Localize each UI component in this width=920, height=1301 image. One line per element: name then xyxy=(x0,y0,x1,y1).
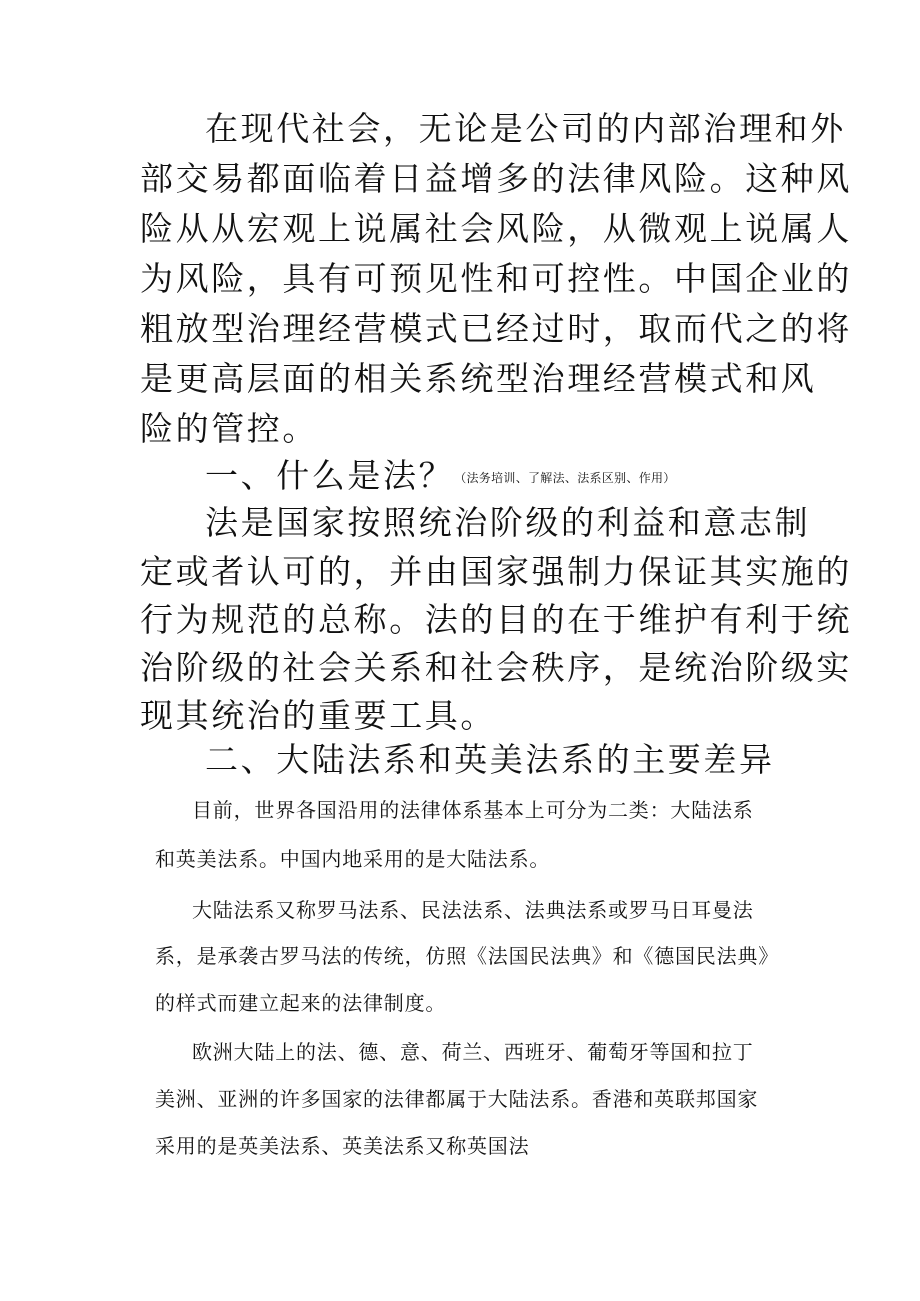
intro-line-4: 为风险，具有可预见性和可控性。中国企业的 xyxy=(140,259,852,298)
section2-p3-line-2: 美洲、亚洲的许多国家的法律都属于大陆法系。香港和英联邦国家 xyxy=(155,1087,759,1111)
section2-heading: 二、大陆法系和英美法系的主要差异 xyxy=(205,740,775,779)
section2-p1-line-2: 和英美法系。中国内地采用的是大陆法系。 xyxy=(155,847,551,871)
section1-heading: 一、什么是法？ xyxy=(205,456,455,495)
section1-line-1: 法是国家按照统治阶级的利益和意志制 xyxy=(205,503,811,542)
intro-line-5: 粗放型治理经营模式已经过时，取而代之的将 xyxy=(140,309,852,348)
section1-heading-line xyxy=(205,456,676,495)
section2-p2-line-3: 的样式而建立起来的法律制度。 xyxy=(155,991,447,1015)
section1-line-2: 定或者认可的，并由国家强制力保证其实施的 xyxy=(140,552,852,591)
intro-line-7: 险的管控。 xyxy=(140,409,318,448)
section1-line-4: 治阶级的社会关系和社会秩序，是统治阶级实 xyxy=(140,648,852,687)
intro-line-2: 部交易都面临着日益增多的法律风险。这种风 xyxy=(140,159,852,198)
section2-p2-line-1: 大陆法系又称罗马法系、民法法系、法典法系或罗马日耳曼法 xyxy=(192,898,754,922)
intro-line-1: 在现代社会，无论是公司的内部治理和外 xyxy=(205,109,846,148)
section1-line-5: 现其统治的重要工具。 xyxy=(140,696,496,735)
section2-p2-line-2: 系，是承袭古罗马法的传统，仿照《法国民法典》和《德国民法典》 xyxy=(155,944,779,968)
section2-p3-line-1: 欧洲大陆上的法、德、意、荷兰、西班牙、葡萄牙等国和拉丁 xyxy=(192,1040,754,1064)
section2-p1-line-1: 目前，世界各国沿用的法律体系基本上可分为二类：大陆法系 xyxy=(192,798,754,822)
section1-note: （法务培训、了解法、法系区别、作用） xyxy=(454,471,676,485)
intro-line-6: 是更高层面的相关系统型治理经营模式和风 xyxy=(140,359,817,398)
intro-line-3: 险从从宏观上说属社会风险，从微观上说属人 xyxy=(140,209,852,248)
section2-p3-line-3: 采用的是英美法系、英美法系又称英国法 xyxy=(155,1134,530,1158)
section1-line-3: 行为规范的总称。法的目的在于维护有利于统 xyxy=(140,600,852,639)
